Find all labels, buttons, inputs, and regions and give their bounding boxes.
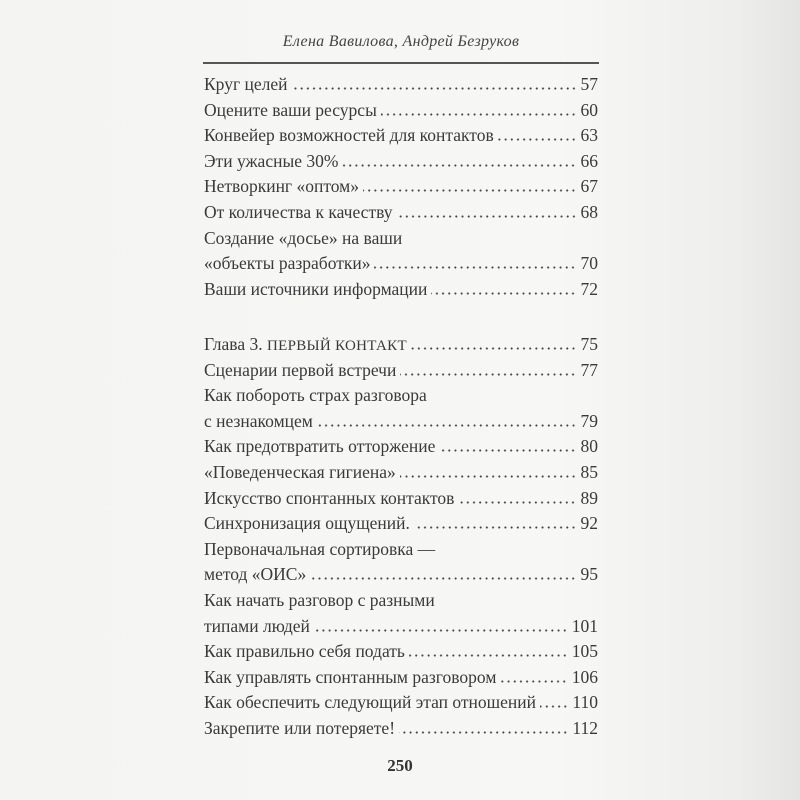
toc-entry-title: Конвейер возможностей для контактов	[204, 125, 494, 146]
toc-entry-line	[204, 200, 598, 226]
toc-entry-line	[204, 562, 598, 588]
toc-entry	[204, 277, 598, 303]
dot-leader	[310, 577, 576, 580]
toc-page-number: 60	[580, 99, 598, 120]
toc-page-number: 66	[580, 150, 598, 171]
toc-page-number: 85	[580, 461, 598, 482]
dot-leader	[399, 731, 568, 734]
toc-page-number: 101	[571, 615, 598, 636]
toc-entry	[204, 665, 598, 691]
toc-page-number: 77	[580, 359, 598, 380]
toc-entry-line	[204, 226, 598, 252]
toc-page-number: 75	[580, 334, 598, 354]
toc-entry-title: Как начать разговор с разными	[204, 589, 435, 610]
dot-leader	[540, 705, 568, 708]
dot-leader	[381, 113, 577, 116]
toc-page-number: 106	[571, 666, 598, 687]
toc-entry-line	[204, 460, 598, 486]
toc-chapter-entry	[204, 332, 598, 358]
header-rule	[203, 62, 599, 64]
toc-page-number: 110	[572, 692, 598, 713]
toc-entry-line	[204, 409, 598, 435]
toc-entry-line	[204, 537, 598, 563]
toc-entry-title: Как побороть страх разговора	[204, 385, 427, 406]
toc-entry-line	[204, 486, 598, 512]
dot-leader	[317, 424, 577, 427]
toc-entry-title: Первоначальная сортировка —	[204, 538, 436, 559]
toc-entry-line	[204, 174, 598, 200]
toc-entry	[204, 383, 598, 434]
dot-leader	[400, 475, 577, 478]
toc-entry-title: «объекты разработки»	[204, 253, 371, 274]
toc-page-number: 79	[580, 410, 598, 431]
toc-entry-title: Сценарии первой встречи	[204, 359, 397, 380]
toc-entry-line	[204, 665, 598, 691]
toc-entry	[204, 358, 598, 384]
toc-entry	[204, 460, 598, 486]
dot-leader	[374, 266, 576, 269]
toc-entry	[204, 511, 598, 537]
toc-entry-title: метод «ОИС»	[204, 564, 307, 585]
toc-entry	[204, 537, 598, 588]
toc-page-number: 80	[580, 436, 598, 457]
toc-entry-title: Синхронизация ощущений.	[204, 513, 410, 534]
dot-leader	[400, 373, 576, 376]
toc-entry-title: Нетворкинг «оптом»	[204, 176, 360, 197]
toc-entry	[204, 72, 598, 98]
dot-leader	[409, 654, 568, 657]
toc-page-number: 70	[580, 253, 598, 274]
toc-page-number: 112	[572, 717, 598, 738]
dot-leader	[314, 629, 568, 632]
toc-entry	[204, 639, 598, 665]
toc-page-number: 105	[571, 641, 598, 662]
dot-leader	[439, 449, 576, 452]
dot-leader	[363, 189, 576, 192]
toc-entry-title: Как правильно себя подать	[204, 641, 405, 662]
toc-entry	[204, 716, 598, 742]
toc-entry-line	[204, 332, 598, 358]
toc-entry-line	[204, 72, 598, 98]
dot-leader	[498, 138, 577, 141]
toc-entry	[204, 98, 598, 124]
toc-page-number: 63	[580, 125, 598, 146]
toc-page-number: 57	[580, 74, 598, 94]
toc-entry-title: Закрепите или потеряете!	[204, 717, 396, 738]
toc-entry-line	[204, 434, 598, 460]
toc-section-1	[204, 72, 598, 302]
toc-entry-line	[204, 383, 598, 409]
toc-entry	[204, 690, 598, 716]
dot-leader	[292, 87, 577, 90]
toc-entry-title: с незнакомцем	[204, 410, 313, 431]
dot-leader	[500, 680, 567, 683]
toc-entry-title: Круг целей	[204, 74, 288, 94]
toc-entry-line	[204, 690, 598, 716]
toc-entry-line	[204, 98, 598, 124]
toc-page-number: 89	[580, 487, 598, 508]
toc-section-2	[204, 332, 598, 742]
toc-entry-title: типами людей	[204, 615, 310, 636]
toc-entry-line	[204, 614, 598, 640]
toc-entry-line	[204, 716, 598, 742]
toc-entry-line	[204, 639, 598, 665]
toc-entry	[204, 486, 598, 512]
toc-entry-line	[204, 588, 598, 614]
toc-entry-title: Как предотвратить отторжение	[204, 436, 436, 457]
dot-leader	[411, 347, 577, 350]
toc-entry-title: Эти ужасные 30%	[204, 150, 339, 171]
toc-entry-line	[204, 123, 598, 149]
toc-entry	[204, 434, 598, 460]
toc-page-number: 72	[580, 278, 598, 299]
toc-entry	[204, 200, 598, 226]
toc-page-number: 95	[580, 564, 598, 585]
toc-entry-line	[204, 251, 598, 277]
dot-leader	[431, 292, 576, 295]
toc-entry-line	[204, 511, 598, 537]
toc-entry-title: Как обеспечить следующий этап отношений	[204, 692, 536, 713]
toc-entry	[204, 149, 598, 175]
toc-entry-title: От количества к качеству	[204, 201, 393, 222]
toc-entry-line	[204, 277, 598, 303]
toc-entry-title: Оцените ваши ресурсы	[204, 99, 377, 120]
page-number: 250	[387, 756, 413, 775]
toc-entry-title: Ваши источники информации	[204, 278, 428, 299]
toc-entry	[204, 226, 598, 277]
dot-leader	[342, 164, 576, 167]
dot-leader	[414, 526, 577, 529]
toc-entry-line	[204, 149, 598, 175]
toc-entry	[204, 174, 598, 200]
toc-entry-title: Глава 3. ПЕРВЫЙ КОНТАКТ	[204, 334, 407, 354]
toc-page-number: 67	[580, 176, 598, 197]
toc-entry	[204, 123, 598, 149]
toc-entry-title: Создание «досье» на ваши	[204, 227, 403, 248]
toc-entry-line	[204, 358, 598, 384]
dot-leader	[397, 215, 577, 218]
toc-page-number: 68	[580, 201, 598, 222]
toc-entry	[204, 588, 598, 639]
toc-entry-title: Искусство спонтанных контактов	[204, 487, 455, 508]
toc-page-number: 92	[580, 513, 598, 534]
toc-entry-title: Как управлять спонтанным разговором	[204, 666, 497, 687]
toc-entry-title: «Поведенческая гигиена»	[204, 461, 396, 482]
dot-leader	[458, 501, 576, 504]
running-header: Елена Вавилова, Андрей Безруков	[282, 33, 520, 50]
